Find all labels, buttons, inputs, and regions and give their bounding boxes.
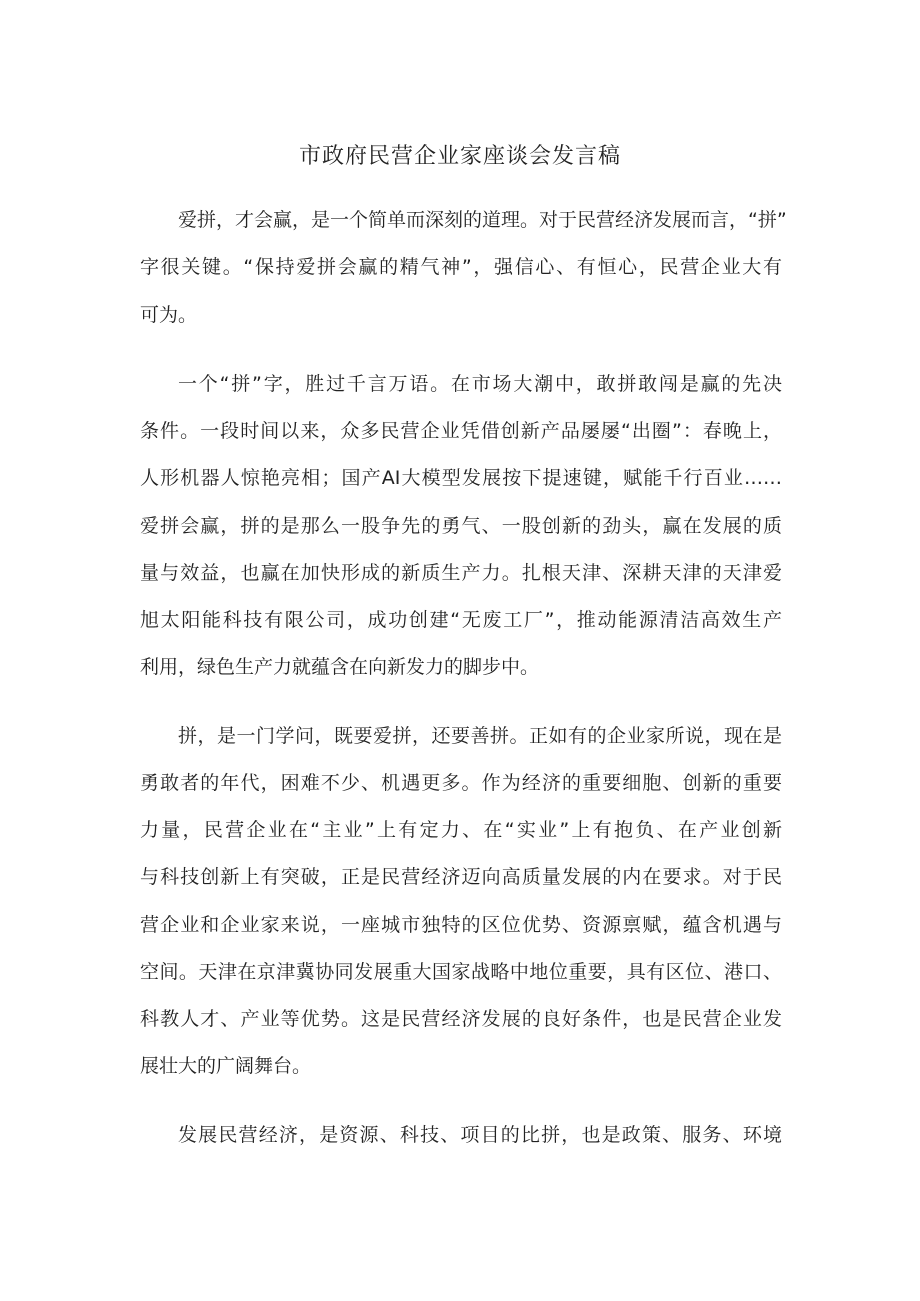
paragraph-3-line-6: 空间。天津在京津冀协同发展重大国家战略中地位重要，具有区位、港口、 bbox=[140, 961, 782, 983]
paragraph-2-line-4: 爱拼会赢，拼的是那么一股争先的勇气、一股创新的劲头，赢在发展的质 bbox=[140, 515, 782, 537]
paragraph-2-line-2: 条件。一段时间以来，众多民营企业凭借创新产品屡屡“出圈”：春晚上， bbox=[140, 420, 782, 442]
paragraph-2-line-3: 人形机器人惊艳亮相；国产AI大模型发展按下提速键，赋能千行百业…… bbox=[140, 467, 782, 489]
paragraph-3-line-5: 营企业和企业家来说，一座城市独特的区位优势、资源禀赋，蕴含机遇与 bbox=[140, 914, 782, 936]
paragraph-2-line-5: 量与效益，也赢在加快形成的新质生产力。扎根天津、深耕天津的天津爱 bbox=[140, 562, 782, 584]
paragraph-3-line-4: 与科技创新上有突破，正是民营经济迈向高质量发展的内在要求。对于民 bbox=[140, 866, 782, 888]
paragraph-3-line-1: 拼，是一门学问，既要爱拼，还要善拼。正如有的企业家所说，现在是 bbox=[178, 725, 782, 747]
paragraph-3-line-2: 勇敢者的年代，困难不少、机遇更多。作为经济的重要细胞、创新的重要 bbox=[140, 772, 782, 794]
paragraph-2-line-1: 一个“拼”字，胜过千言万语。在市场大潮中，敢拼敢闯是赢的先决 bbox=[178, 373, 782, 395]
paragraph-1-line-3: 可为。 bbox=[140, 304, 198, 326]
paragraph-2-line-6: 旭太阳能科技有限公司，成功创建“无废工厂”，推动能源清洁高效生产 bbox=[140, 609, 782, 631]
document-title: 市政府民营企业家座谈会发言稿 bbox=[298, 144, 621, 169]
paragraph-3-line-7: 科教人才、产业等优势。这是民营经济发展的良好条件，也是民营企业发 bbox=[140, 1008, 782, 1030]
paragraph-4-line-1: 发展民营经济，是资源、科技、项目的比拼，也是政策、服务、环境 bbox=[178, 1124, 782, 1146]
paragraph-3-line-8: 展壮大的广阔舞台。 bbox=[140, 1055, 312, 1077]
paragraph-2-line-7: 利用，绿色生产力就蕴含在向新发力的脚步中。 bbox=[140, 656, 540, 678]
paragraph-1-line-1: 爱拼，才会赢，是一个简单而深刻的道理。对于民营经济发展而言，“拼” bbox=[178, 209, 787, 231]
paragraph-3-line-3: 力量，民营企业在“主业”上有定力、在“实业”上有抱负、在产业创新 bbox=[140, 819, 782, 841]
paragraph-1-line-2: 字很关键。“保持爱拼会赢的精气神”，强信心、有恒心，民营企业大有 bbox=[140, 256, 782, 278]
